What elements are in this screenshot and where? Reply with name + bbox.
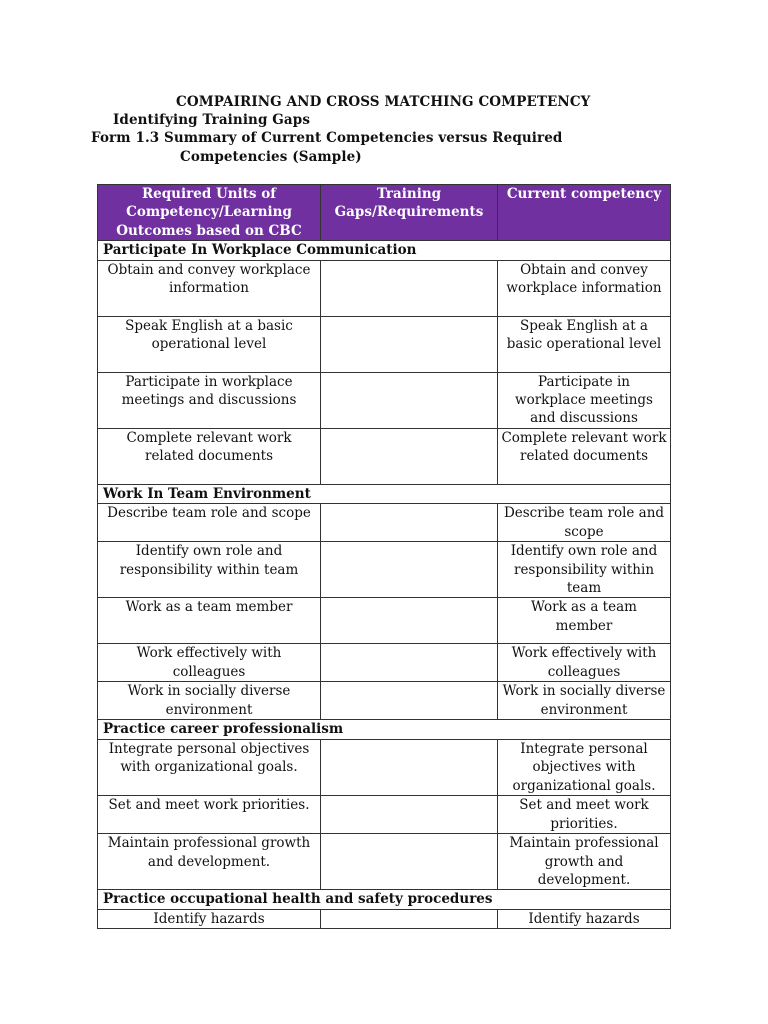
- current-cell: Work as a team member: [498, 598, 671, 644]
- required-cell: Describe team role and scope: [98, 504, 321, 542]
- table-row: [98, 504, 671, 542]
- required-cell: Set and meet work priorities.: [98, 796, 321, 834]
- table-row: [98, 316, 671, 372]
- gap-cell: [321, 428, 498, 484]
- table-row: [98, 682, 671, 720]
- gap-cell: [321, 796, 498, 834]
- table-row: [98, 428, 671, 484]
- required-cell: Work effectively with colleagues: [98, 644, 321, 682]
- section-title: Participate In Workplace Communication: [98, 241, 671, 260]
- required-cell: Work in socially diverse environment: [98, 682, 321, 720]
- table-row: [98, 542, 671, 598]
- current-cell: Describe team role and scope: [498, 504, 671, 542]
- gap-cell: [321, 598, 498, 644]
- required-cell: Work as a team member: [98, 598, 321, 644]
- required-cell: Integrate personal objectives with organizational goals.: [98, 739, 321, 795]
- section-title: Work In Team Environment: [98, 484, 671, 503]
- required-cell: Participate in workplace meetings and discussions: [98, 372, 321, 428]
- header-required-units: Required Units of Competency/Learning Outcomes based on CBC: [98, 185, 321, 241]
- table-row: [98, 909, 671, 928]
- section-row: [98, 241, 671, 260]
- required-cell: Speak English at a basic operational level: [98, 316, 321, 372]
- competency-table: [97, 184, 671, 929]
- current-cell: Work in socially diverse environment: [498, 682, 671, 720]
- current-cell: Identify hazards: [498, 909, 671, 928]
- gap-cell: [321, 504, 498, 542]
- current-cell: Integrate personal objectives with organizational goals.: [498, 739, 671, 795]
- required-cell: Identify own role and responsibility within team: [98, 542, 321, 598]
- document-title: COMPAIRING AND CROSS MATCHING COMPETENCY: [176, 94, 591, 110]
- header-current-competency: Current competency: [498, 185, 671, 241]
- table-row: [98, 598, 671, 644]
- gap-cell: [321, 834, 498, 890]
- current-cell: Identify own role and responsibility within team: [498, 542, 671, 598]
- gap-cell: [321, 542, 498, 598]
- gap-cell: [321, 682, 498, 720]
- gap-cell: [321, 260, 498, 316]
- gap-cell: [321, 909, 498, 928]
- table-row: [98, 796, 671, 834]
- required-cell: Complete relevant work related documents: [98, 428, 321, 484]
- table-row: [98, 834, 671, 890]
- gap-cell: [321, 644, 498, 682]
- form-title-line1: Form 1.3 Summary of Current Competencies versus Required: [91, 130, 563, 146]
- header-training-gaps: Training Gaps/Requirements: [321, 185, 498, 241]
- current-cell: Maintain professional growth and development.: [498, 834, 671, 890]
- table-row: [98, 644, 671, 682]
- section-row: [98, 720, 671, 739]
- gap-cell: [321, 739, 498, 795]
- table-row: [98, 260, 671, 316]
- form-title-line2: Competencies (Sample): [180, 149, 362, 165]
- document-subtitle: Identifying Training Gaps: [113, 112, 311, 128]
- header-row: [98, 185, 671, 241]
- section-row: [98, 890, 671, 909]
- current-cell: Participate in workplace meetings and discussions: [498, 372, 671, 428]
- current-cell: Complete relevant work related documents: [498, 428, 671, 484]
- section-title: Practice occupational health and safety procedures: [98, 890, 671, 909]
- table-row: [98, 739, 671, 795]
- required-cell: Identify hazards: [98, 909, 321, 928]
- current-cell: Work effectively with colleagues: [498, 644, 671, 682]
- required-cell: Obtain and convey workplace information: [98, 260, 321, 316]
- gap-cell: [321, 372, 498, 428]
- current-cell: Obtain and convey workplace information: [498, 260, 671, 316]
- table-row: [98, 372, 671, 428]
- current-cell: Set and meet work priorities.: [498, 796, 671, 834]
- required-cell: Maintain professional growth and development.: [98, 834, 321, 890]
- section-row: [98, 484, 671, 503]
- current-cell: Speak English at a basic operational level: [498, 316, 671, 372]
- section-title: Practice career professionalism: [98, 720, 671, 739]
- gap-cell: [321, 316, 498, 372]
